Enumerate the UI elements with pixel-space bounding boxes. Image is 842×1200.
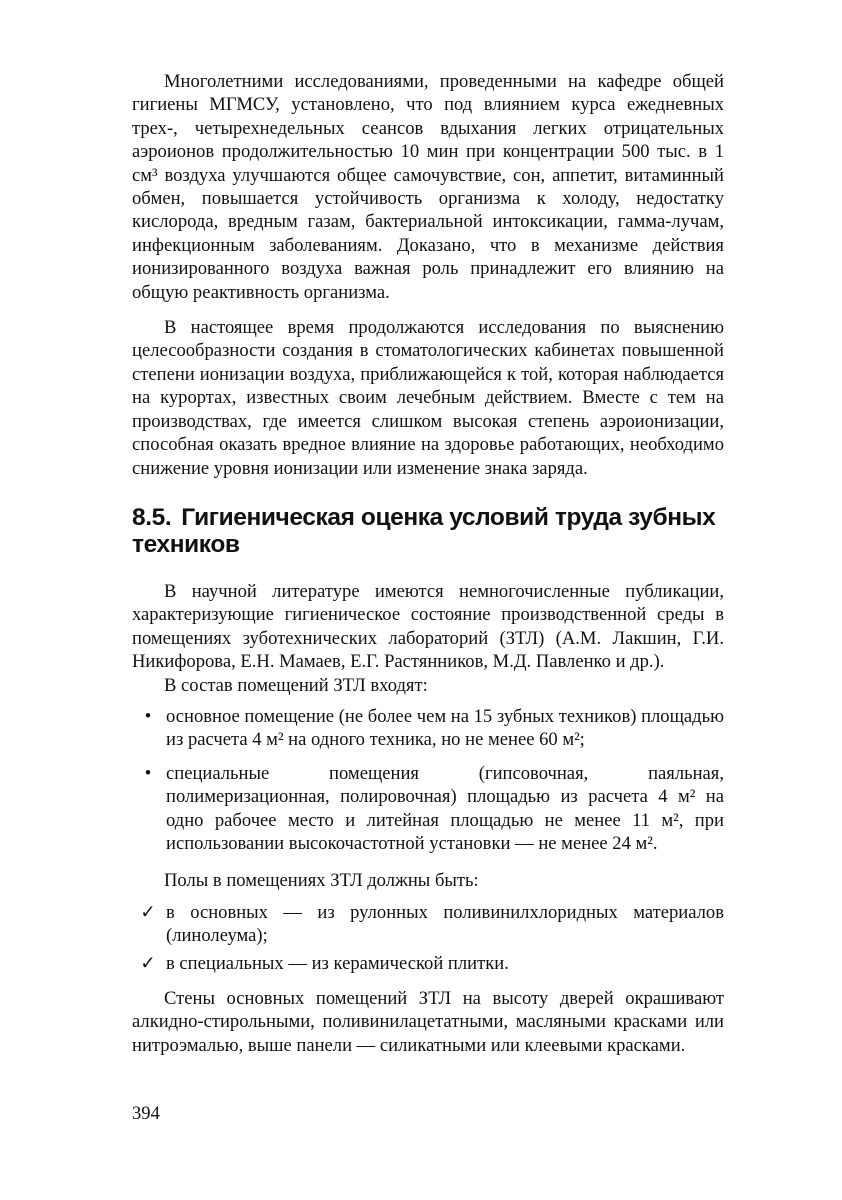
bullet-icon: • bbox=[144, 762, 152, 784]
floors-list bbox=[132, 901, 724, 975]
paragraph-literature: В научной литературе имеются немногочисленные публикации, характеризующие гигиеническое состояние производственной среды в помещениях зуботехнических лабораторий (ЗТЛ) (А.М. Лакшин, Г.И. Никифорова, Е.Н. Мамаев, Е.Г. Растянников, М.Д. Павленко и др.). bbox=[132, 580, 724, 673]
section-number: 8.5. bbox=[132, 503, 172, 531]
page-content bbox=[132, 70, 724, 1057]
list-item bbox=[132, 901, 724, 948]
paragraph-ionization-research: Многолетними исследованиями, проведенными на кафедре общей гигиены МГМСУ, установлено, что под влиянием курса ежедневных трех-, четырехнедельных сеансов вдыхания легких отрицательных аэроионов продолжительностью 10 мин при концентрации 500 тыс. в 1 см³ воздуха улучшаются общее самочувствие, сон, аппетит, витаминный обмен, повышается устойчивость организма к холоду, недостатку кислорода, вредным газам, бактериальной интоксикации, гамма-лучам, инфекционным заболеваниям. Доказано, что в механизме действия ионизированного воздуха важная роль принадлежит его влиянию на общую реактивность организма. bbox=[132, 71, 724, 303]
paragraph-current-research: В настоящее время продолжаются исследования по выяснению целесообразности создания в стоматологических кабинетах повышенной степени ионизации воздуха, приближающейся к той, которая наблюдается на курортах, известных своим лечебным действием. Вместе с тем на производствах, где имеется слишком высокая степень аэроионизации, способная оказать вредное влияние на здоровье работающих, необходимо снижение уровня ионизации или изменение знака заряда. bbox=[132, 317, 724, 479]
list-item-text: в специальных — из керамической плитки. bbox=[166, 952, 509, 974]
list-item bbox=[132, 705, 724, 752]
page-number: 394 bbox=[132, 1103, 160, 1124]
list-item-text: основное помещение (не более чем на 15 зубных техников) площадью из расчета 4 м² на одного техника, но не менее 60 м²; bbox=[166, 705, 724, 751]
list-item bbox=[132, 762, 724, 856]
paragraph-walls: Стены основных помещений ЗТЛ на высоту дверей окрашивают алкидно-стирольными, поливинилацетатными, масляными красками или нитроэмалью, выше панели — силикатными или клеевыми красками. bbox=[132, 988, 724, 1056]
section-title: Гигиеническая оценка условий труда зубных техников bbox=[132, 503, 716, 558]
paragraph-rooms-intro: В состав помещений ЗТЛ входят: bbox=[164, 674, 428, 696]
rooms-list bbox=[132, 705, 724, 855]
checkmark-icon: ✓ bbox=[140, 952, 156, 974]
list-item-text: специальные помещения (гипсовочная, паяльная, полимеризационная, полировочная) площадью из расчета 4 м² на одно рабочее место и литейная площадью не менее 11 м², при использовании высокочастотной установки — не менее 24 м². bbox=[166, 762, 724, 854]
list-item bbox=[132, 952, 724, 975]
bullet-icon: • bbox=[144, 705, 152, 727]
checkmark-icon: ✓ bbox=[140, 901, 156, 923]
paragraph-floors-intro: Полы в помещениях ЗТЛ должны быть: bbox=[164, 870, 479, 892]
section-heading bbox=[132, 504, 724, 558]
list-item-text: в основных — из рулонных поливинилхлоридных материалов (линолеума); bbox=[166, 901, 724, 947]
